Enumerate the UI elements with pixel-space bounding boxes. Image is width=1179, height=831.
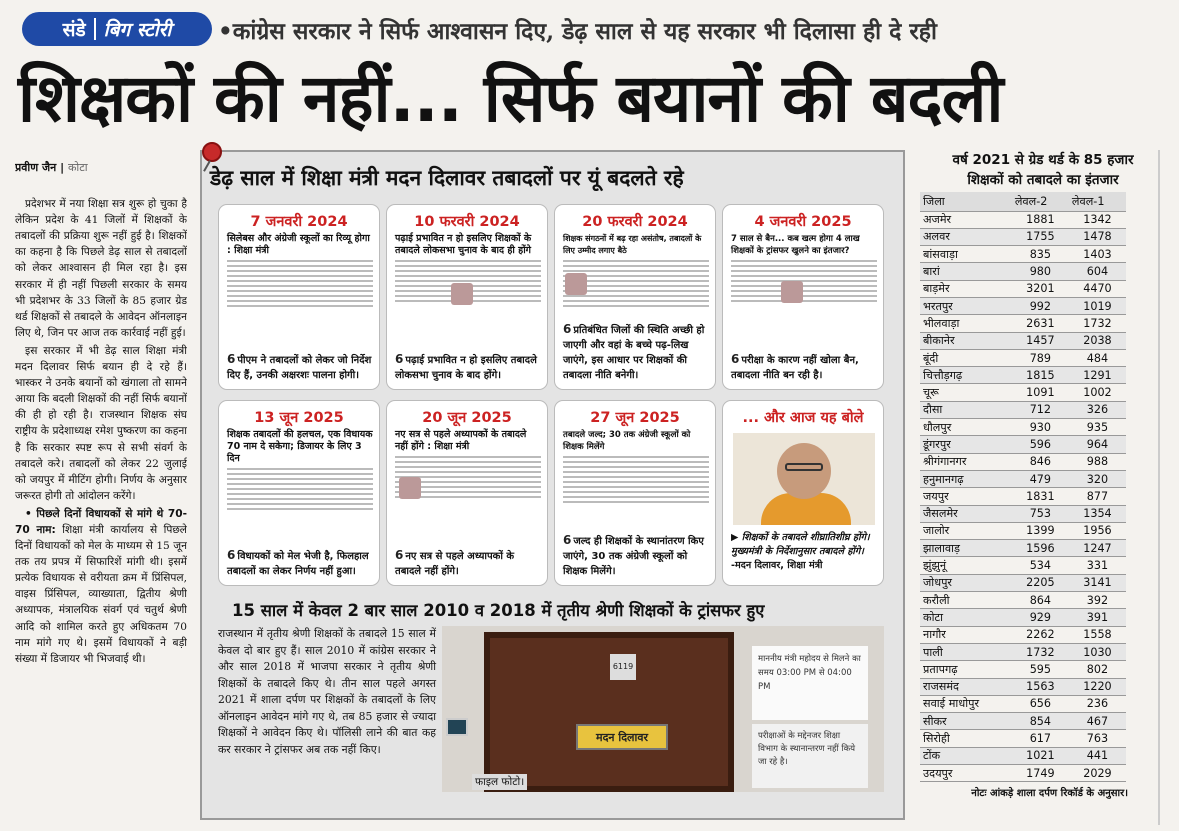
table-title	[918, 150, 1168, 190]
table-row	[920, 574, 1126, 591]
level1-cell: 1247	[1069, 540, 1126, 557]
door-number: 6119	[610, 654, 636, 680]
district-cell: नागौर	[920, 626, 1012, 643]
level2-cell: 864	[1012, 592, 1069, 609]
clipping-photo	[451, 283, 473, 305]
level1-cell: 484	[1069, 349, 1126, 366]
article-paragraph: प्रदेशभर में नया शिक्षा सत्र शुरू हो चुका है लेकिन प्रदेश के 41 जिलों में शिक्षकों के तबादलों की प्रक्रिया शुरू नहीं हुई है। शिक्षकों का कहना है कि पिछले डेढ़ साल से तबादलों को लेकर आश्वासन ही मिल रहा है। इस सरकार में ही नहीं पिछली सरकार के समय भी प्रदेशभर के 33 जिलों के 85 हजार ग्रेड थर्ड शिक्षकों से तबादले के आवेदन ऑनलाइन लिए थे, जिन पर आज तक कार्रवाई नहीं हुई।	[15, 198, 187, 339]
district-cell: पाली	[920, 643, 1012, 660]
level2-cell: 2205	[1012, 574, 1069, 591]
news-clipping	[395, 233, 541, 325]
table-row	[920, 453, 1126, 470]
table-row	[920, 678, 1126, 695]
article-text: शिक्षा मंत्री कार्यालय से पिछले दिनों विधायकों को मेल के माध्यम से 15 जून तक तय प्रपत्र में सिफारिशें मांगी थी। इसमें प्रत्येक विधायक से वरीयता क्रम में प्रिंसिपल, वाइस प्रिंसिपल, व्याख्याता, द्वितीय श्रेणी अध्यापक, मंत्रालयिक संवर्ग एवं चतुर्थ श्रेणी आदि को शामिल करते हुए अधिकतम 70 नाम मांगे गए थे। इसमें विधायकों ने बड़ी संख्या में डिजायर भी भिजवाई थी।	[15, 523, 187, 665]
level2-cell: 3201	[1012, 280, 1069, 297]
clipping-text-lines	[731, 260, 877, 302]
table-row	[920, 730, 1126, 747]
table-row	[920, 695, 1126, 712]
news-clipping	[395, 429, 541, 521]
level1-cell: 1342	[1069, 211, 1126, 228]
table-row	[920, 592, 1126, 609]
table-title-line1: वर्ष 2021 से ग्रेड थर्ड के 85 हजार	[952, 152, 1134, 168]
news-clipping	[227, 233, 373, 325]
statement-card	[386, 400, 548, 586]
card-date: 4 जनवरी 2025	[754, 214, 852, 230]
district-cell: जोधपुर	[920, 574, 1012, 591]
level2-cell: 2631	[1012, 315, 1069, 332]
timeline-heading: डेढ़ साल में शिक्षा मंत्री मदन दिलावर तबादलों पर यूं बदलते रहे	[210, 166, 684, 190]
divider-line	[1158, 150, 1160, 825]
article-subhead: • पिछले दिनों विधायकों से मांगे थे 70-70 नाम:	[15, 507, 187, 536]
clipping-photo	[565, 273, 587, 295]
level1-cell: 391	[1069, 609, 1126, 626]
name-plate: मदन दिलावर	[576, 724, 668, 750]
clipping-headline: सिलेबस और अंग्रेजी स्कूलों का रिव्यू होगा : शिक्षा मंत्री	[227, 233, 370, 256]
level2-cell: 1091	[1012, 384, 1069, 401]
level1-cell: 1956	[1069, 522, 1126, 539]
table-row	[920, 228, 1126, 245]
news-clipping	[227, 429, 373, 521]
level1-cell: 935	[1069, 419, 1126, 436]
statement-card	[554, 400, 716, 586]
table-row	[920, 661, 1126, 678]
level1-cell: 1291	[1069, 367, 1126, 384]
level2-cell: 753	[1012, 505, 1069, 522]
district-cell: करौली	[920, 592, 1012, 609]
table-row	[920, 384, 1126, 401]
table-row	[920, 643, 1126, 660]
quote-attribution: -मदन दिलावर, शिक्षा मंत्री	[731, 560, 823, 571]
district-cell: दौसा	[920, 401, 1012, 418]
level2-cell: 846	[1012, 453, 1069, 470]
clipping-headline: शिक्षक संगठनों में बढ़ रहा असंतोष, तबादलों के लिए उम्मीद लगाए बैठे	[563, 234, 702, 255]
table-row	[920, 765, 1126, 782]
level2-cell: 1831	[1012, 488, 1069, 505]
byline: प्रवीण जैन | कोटा	[15, 161, 88, 174]
news-clipping	[563, 233, 709, 325]
table-row	[920, 315, 1126, 332]
district-cell: बूंदी	[920, 349, 1012, 366]
district-cell: कोटा	[920, 609, 1012, 626]
level2-cell: 1732	[1012, 643, 1069, 660]
level1-cell: 604	[1069, 263, 1126, 280]
table-row	[920, 263, 1126, 280]
level2-cell: 1563	[1012, 678, 1069, 695]
district-cell: राजसमंद	[920, 678, 1012, 695]
card-caption: 6 विधायकों को मेल भेजी है, फिलहाल तबादलों का लेकर निर्णय नहीं हुआ।	[227, 548, 373, 579]
statement-card	[386, 204, 548, 390]
table-body	[920, 211, 1126, 782]
district-cell: बीकानेर	[920, 332, 1012, 349]
district-cell: सवाई माधोपुर	[920, 695, 1012, 712]
table-row	[920, 246, 1126, 263]
table-row	[920, 557, 1126, 574]
table-note: नोटः आंकड़े शाला दर्पण रिकॉर्ड के अनुसार।	[971, 788, 1128, 800]
office-door-photo	[442, 626, 884, 792]
level2-cell: 595	[1012, 661, 1069, 678]
table-row	[920, 470, 1126, 487]
clipping-text-lines	[563, 456, 709, 503]
district-cell: बाड़मेर	[920, 280, 1012, 297]
table-row	[920, 522, 1126, 539]
level1-cell: 1019	[1069, 297, 1126, 314]
top-bar	[0, 0, 1179, 62]
pill-separator	[94, 18, 96, 40]
today-statement-card	[722, 400, 884, 586]
level1-cell: 1220	[1069, 678, 1126, 695]
clipping-headline: 7 साल से बैन... कब खत्म होगा 4 लाख शिक्षकों के ट्रांसफर खुलने का इंतजार?	[731, 234, 860, 256]
headline: शिक्षकों की नहीं... सिर्फ बयानों की बदली	[18, 60, 1003, 137]
district-cell: जयपुर	[920, 488, 1012, 505]
district-cell: भरतपुर	[920, 297, 1012, 314]
card-date: 13 जून 2025	[254, 410, 344, 426]
column-header: लेवल-1	[1069, 192, 1126, 211]
level1-cell: 1478	[1069, 228, 1126, 245]
level1-cell: 1030	[1069, 643, 1126, 660]
clipping-text-lines	[227, 468, 373, 510]
district-table-box	[918, 150, 1168, 825]
level2-cell: 596	[1012, 436, 1069, 453]
district-cell: जालोर	[920, 522, 1012, 539]
level2-cell: 1755	[1012, 228, 1069, 245]
table-row	[920, 332, 1126, 349]
table-row	[920, 505, 1126, 522]
district-cell: सीकर	[920, 713, 1012, 730]
table-header-row	[920, 192, 1126, 211]
news-clipping	[563, 429, 709, 521]
notice-timing: माननीय मंत्री महोदय से मिलने का समय 03:00 PM से 04:00 PM	[752, 646, 868, 720]
card-caption: 6 पढ़ाई प्रभावित न हो इसलिए तबादले लोकसभा चुनाव के बाद होंगे।	[395, 352, 541, 383]
glasses-shape	[785, 463, 823, 471]
level2-cell: 1596	[1012, 540, 1069, 557]
section-body: राजस्थान में तृतीय श्रेणी शिक्षकों के तबादले 15 साल में केवल दो बार हुए हैं। साल 2010 में कांग्रेस सरकार ने और साल 2018 में भाजपा सरकार ने तृतीय श्रेणी शिक्षकों के तबादले किए थे। तीन साल पहले अगस्त 2021 में शाला दर्पण पर शिक्षकों के तबादलों के लिए ऑनलाइन आवेदन मांगे गए थे, तब 85 हजार से ज्यादा शिक्षकों ने आवेदन किए थे। पॉलिसी लाने की बात कह कर सरकार ने ट्रांसफर अब तक नहीं किए।	[218, 627, 436, 756]
table-row	[920, 713, 1126, 730]
table-row	[920, 367, 1126, 384]
card-date: 20 फरवरी 2024	[582, 214, 688, 230]
level1-cell: 441	[1069, 747, 1126, 764]
card-caption: 6 जल्द ही शिक्षकों के स्थानांतरण किए जाएंगे, 30 तक अंग्रेजी स्कूलों को शिक्षक मिलेंगे।	[563, 533, 709, 579]
card-caption: 6 नए सत्र से पहले अध्यापकों के तबादले नहीं होंगे।	[395, 548, 541, 579]
minister-quote	[731, 531, 881, 573]
card-date: ... और आज यह बोले	[742, 410, 864, 426]
clipping-headline: पढ़ाई प्रभावित न हो इसलिए शिक्षकों के तबादले लोकसभा चुनाव के बाद ही होंगे	[395, 233, 532, 256]
level2-cell: 1815	[1012, 367, 1069, 384]
table-row	[920, 280, 1126, 297]
table-row	[920, 419, 1126, 436]
subheadline: •कांग्रेस सरकार ने सिर्फ आश्वासन दिए, डेढ़ साल से यह सरकार भी दिलासा ही दे रही	[218, 18, 937, 45]
level1-cell: 1354	[1069, 505, 1126, 522]
district-cell: टोंक	[920, 747, 1012, 764]
statement-card	[218, 204, 380, 390]
table-title-line2: शिक्षकों को तबादले का इंतजार	[967, 172, 1119, 188]
level1-cell: 964	[1069, 436, 1126, 453]
clipping-headline: नए सत्र से पहले अध्यापकों के तबादले नहीं होंगे : शिक्षा मंत्री	[395, 429, 527, 452]
level1-cell: 236	[1069, 695, 1126, 712]
left-column-article	[15, 160, 187, 820]
level1-cell: 1403	[1069, 246, 1126, 263]
timeline-box	[200, 150, 905, 820]
pill-big-story: बिग स्टोरी	[103, 19, 172, 41]
notice-transfers: परीक्षाओं के मद्देनजर शिक्षा विभाग के स्थानान्तरण नहीं किये जा रहे है।	[752, 724, 868, 788]
level2-cell: 929	[1012, 609, 1069, 626]
district-cell: झुंझुनूं	[920, 557, 1012, 574]
district-cell: डूंगरपुर	[920, 436, 1012, 453]
district-cell: झालावाड़	[920, 540, 1012, 557]
statement-card	[722, 204, 884, 390]
level2-cell: 789	[1012, 349, 1069, 366]
article-paragraph: इस सरकार में भी डेढ़ साल शिक्षा मंत्री मदन दिलावर सिर्फ बयान ही दे रहे हैं। भास्कर ने उनके बयानों को खंगाला तो सामने आया कि बदली शिक्षकों की नहीं सिर्फ बयानों की ही हो रही है। राजस्थान शिक्षक संघ राष्ट्रीय के प्रदेशाध्यक्ष रमेश पुष्करण का कहना है कि सरकार स्पष्ट रूप से सभी संवर्ग के तबादले करे। तबादलों को लेकर 22 जुलाई को जयपुर में मीटिंग होगी। निर्णय के अनुसार जरूरत होगी तो आंदोलन करेंगे।	[15, 344, 187, 502]
clipping-photo	[399, 477, 421, 499]
byline-place: कोटा	[67, 161, 88, 174]
district-cell: बांसवाड़ा	[920, 246, 1012, 263]
card-caption: 6 परीक्षा के कारण नहीं खोला बैन, तबादला नीति बन रही है।	[731, 352, 877, 383]
district-cell: बारां	[920, 263, 1012, 280]
level2-cell: 1399	[1012, 522, 1069, 539]
table-row	[920, 401, 1126, 418]
level1-cell: 1732	[1069, 315, 1126, 332]
district-cell: सिरोही	[920, 730, 1012, 747]
level1-cell: 1558	[1069, 626, 1126, 643]
level2-cell: 479	[1012, 470, 1069, 487]
blue-sign	[446, 718, 468, 736]
district-cell: प्रतापगढ़	[920, 661, 1012, 678]
table-row	[920, 488, 1126, 505]
quote-text: ▶ शिक्षकों के तबादले शीघ्रातिशीघ्र होंगे। मुख्यमंत्री के निर्देशानुसार तबादले होंगे।	[731, 532, 870, 557]
level1-cell: 4470	[1069, 280, 1126, 297]
district-cell: चूरू	[920, 384, 1012, 401]
district-cell: भीलवाड़ा	[920, 315, 1012, 332]
clipping-text-lines	[227, 260, 373, 307]
district-table	[920, 192, 1126, 782]
column-header: लेवल-2	[1012, 192, 1069, 211]
photo-caption: फाइल फोटो।	[472, 774, 527, 790]
level1-cell: 326	[1069, 401, 1126, 418]
card-caption: 6 पीएम ने तबादलों को लेकर जो निर्देश दिए हैं, उनकी अक्षरशः पालना होगी।	[227, 352, 373, 383]
clipping-headline: शिक्षक तबादलों की हलचल, एक विधायक 70 नाम दे सकेगा; डिजायर के लिए 3 दिन	[227, 429, 373, 464]
level2-cell: 992	[1012, 297, 1069, 314]
level2-cell: 712	[1012, 401, 1069, 418]
level2-cell: 930	[1012, 419, 1069, 436]
clipping-headline: तबादले जल्द; 30 तक अंग्रेजी स्कूलों को शिक्षक मिलेंगे	[563, 430, 691, 452]
news-clipping	[731, 233, 877, 325]
level1-cell: 331	[1069, 557, 1126, 574]
door	[484, 632, 734, 792]
level2-cell: 2262	[1012, 626, 1069, 643]
district-cell: अलवर	[920, 228, 1012, 245]
district-cell: जैसलमेर	[920, 505, 1012, 522]
level1-cell: 988	[1069, 453, 1126, 470]
section-heading: 15 साल में केवल 2 बार साल 2010 व 2018 में तृतीय श्रेणी शिक्षकों के ट्रांसफर हुए	[232, 601, 765, 620]
district-cell: धौलपुर	[920, 419, 1012, 436]
table-row	[920, 436, 1126, 453]
card-date: 10 फरवरी 2024	[414, 214, 520, 230]
table-row	[920, 626, 1126, 643]
level2-cell: 1749	[1012, 765, 1069, 782]
minister-photo	[733, 433, 875, 525]
level2-cell: 854	[1012, 713, 1069, 730]
level1-cell: 3141	[1069, 574, 1126, 591]
district-cell: उदयपुर	[920, 765, 1012, 782]
level1-cell: 877	[1069, 488, 1126, 505]
level1-cell: 802	[1069, 661, 1126, 678]
section-pill	[22, 12, 212, 46]
level1-cell: 1002	[1069, 384, 1126, 401]
level1-cell: 392	[1069, 592, 1126, 609]
clipping-photo	[781, 281, 803, 303]
level1-cell: 2029	[1069, 765, 1126, 782]
table-row	[920, 349, 1126, 366]
level1-cell: 467	[1069, 713, 1126, 730]
level1-cell: 2038	[1069, 332, 1126, 349]
level2-cell: 835	[1012, 246, 1069, 263]
card-date: 27 जून 2025	[590, 410, 680, 426]
level2-cell: 1881	[1012, 211, 1069, 228]
district-cell: हनुमानगढ़	[920, 470, 1012, 487]
level2-cell: 980	[1012, 263, 1069, 280]
table-row	[920, 540, 1126, 557]
face-shape	[777, 443, 831, 499]
district-cell: श्रीगंगानगर	[920, 453, 1012, 470]
card-caption: 6 प्रतिबंधित जिलों की स्थिति अच्छी हो जाएगी और वहां के बच्चे पढ़-लिख जाएंगे, इस आधार पर शिक्षकों की तबादला नीति बनेगी।	[563, 322, 709, 383]
card-date: 7 जनवरी 2024	[250, 214, 348, 230]
level1-cell: 763	[1069, 730, 1126, 747]
level2-cell: 1021	[1012, 747, 1069, 764]
table-row	[920, 747, 1126, 764]
table-row	[920, 609, 1126, 626]
level2-cell: 656	[1012, 695, 1069, 712]
level2-cell: 534	[1012, 557, 1069, 574]
byline-name: प्रवीण जैन	[15, 161, 57, 174]
district-cell: चित्तौड़गढ़	[920, 367, 1012, 384]
district-cell: अजमेर	[920, 211, 1012, 228]
column-header: जिला	[920, 192, 1012, 211]
level1-cell: 320	[1069, 470, 1126, 487]
table-row	[920, 211, 1126, 228]
statement-card	[554, 204, 716, 390]
card-date: 20 जून 2025	[422, 410, 512, 426]
table-row	[920, 297, 1126, 314]
pushpin-icon	[202, 142, 222, 162]
pill-sunday: संडे	[62, 19, 86, 41]
level2-cell: 617	[1012, 730, 1069, 747]
article-paragraph	[15, 506, 187, 667]
statement-card	[218, 400, 380, 586]
level2-cell: 1457	[1012, 332, 1069, 349]
